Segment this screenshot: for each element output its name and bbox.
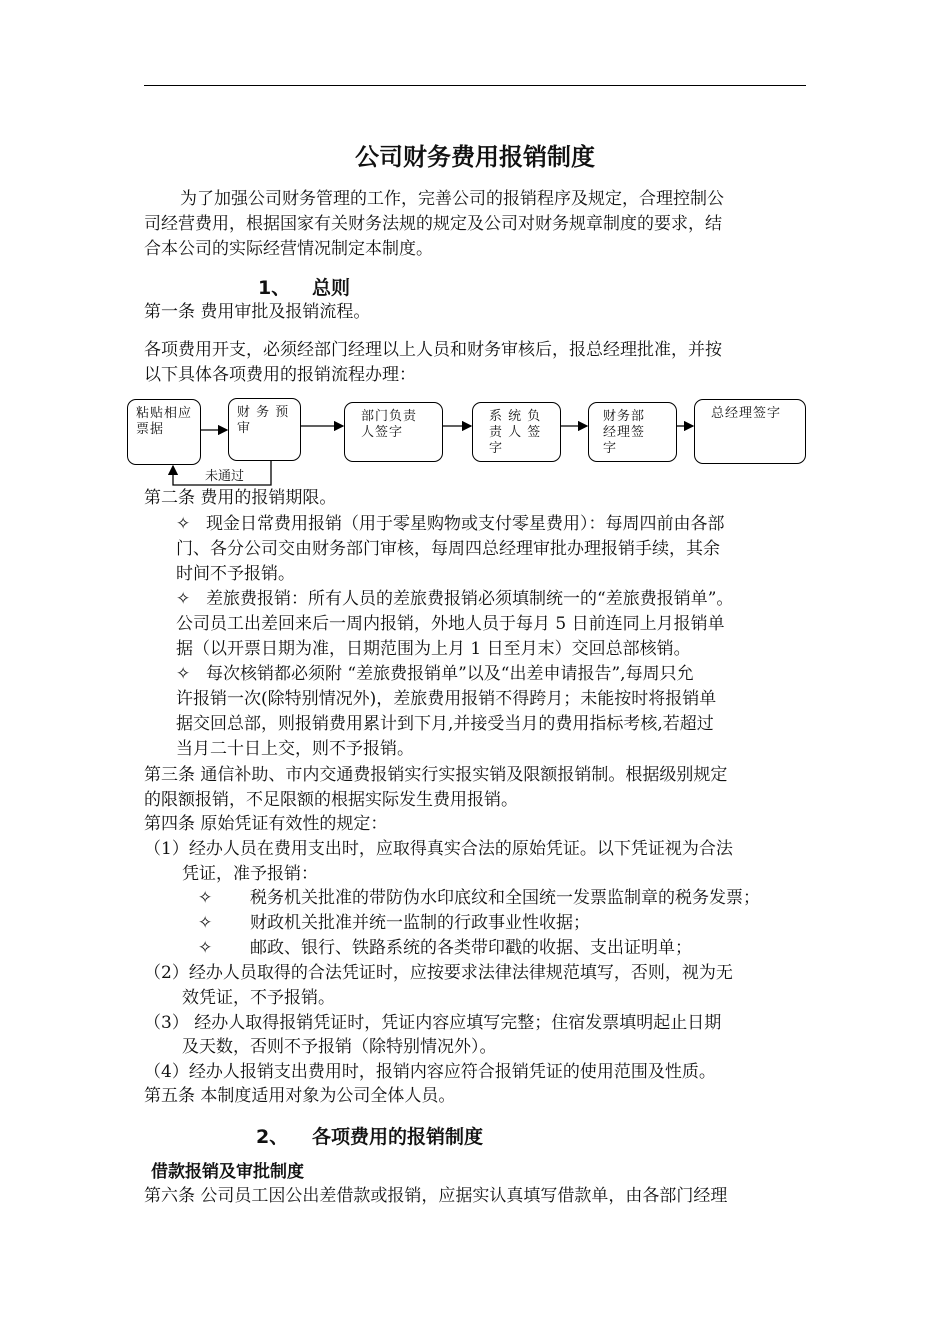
- article-1-body-2: 以下具体各项费用的报销流程办理：: [144, 365, 416, 385]
- art2-item3-line3: 据交回总部，则报销费用累计到下月,并接受当月的费用指标考核,若超过: [176, 714, 714, 734]
- art2-item1-line1: 现金日常费用报销（用于零星购物或支付零星费用）：每周四前由各部: [206, 514, 725, 534]
- flow-step-dept-head-sign: 部门负责人签字: [344, 402, 443, 462]
- art2-item1-line2: 门、各分公司交由财务部门审核，每周四总经理审批办理报销手续，其余: [176, 539, 720, 559]
- intro-line-3: 合本公司的实际经营情况制定本制度。: [144, 239, 433, 259]
- art4-1-item2: 财政机关批准并统一监制的行政事业性收据；: [250, 913, 590, 933]
- bullet-icon: ✧: [176, 589, 191, 609]
- flow-reject-label: 未通过: [205, 469, 245, 484]
- flow-step-attach-receipts: 粘贴相应票据: [127, 399, 201, 465]
- art2-item3-line2: 许报销一次(除特别情况外)，差旅费用报销不得跨月；未能按时将报销单: [176, 689, 717, 709]
- article-4-3-line2: 及天数，否则不予报销（除特别情况外）。: [182, 1037, 497, 1057]
- section-2-title: 各项费用的报销制度: [312, 1126, 484, 1148]
- article-3-line2: 的限额报销，不足限额的根据实际发生费用报销。: [144, 790, 518, 810]
- bullet-icon: ✧: [198, 938, 213, 958]
- article-1-body-1: 各项费用开支，必须经部门经理以上人员和财务审核后，报总经理批准，并按: [144, 340, 722, 360]
- article-4-2-line1: （2）经办人员取得的合法凭证时，应按要求法律法律规范填写，否则，视为无: [144, 963, 733, 983]
- art4-1-item1: 税务机关批准的带防伪水印底纹和全国统一发票监制章的税务发票；: [250, 888, 760, 908]
- bullet-icon: ✧: [198, 913, 213, 933]
- article-4-2-line2: 效凭证，不予报销。: [182, 988, 335, 1008]
- article-4-3-line1: （3） 经办人取得报销凭证时，凭证内容应填写完整；住宿发票填明起止日期: [144, 1013, 722, 1033]
- article-4: 第四条 原始凭证有效性的规定：: [144, 814, 388, 834]
- art2-item2-line1: 差旅费报销：所有人员的差旅费报销必须填制统一的“差旅费报销单”。: [206, 589, 734, 609]
- art2-item1-line3: 时间不予报销。: [176, 564, 295, 584]
- article-1: 第一条 费用审批及报销流程。: [144, 302, 371, 322]
- intro-line-1: 为了加强公司财务管理的工作，完善公司的报销程序及规定，合理控制公: [180, 189, 724, 209]
- article-6: 第六条 公司员工因公出差借款或报销，应据实认真填写借款单，由各部门经理: [144, 1186, 728, 1206]
- section-1-number: 1、: [258, 277, 291, 299]
- art2-item2-line3: 据（以开票日期为准，日期范围为上月 1 日至月末）交回总部核销。: [176, 639, 691, 659]
- bullet-icon: ✧: [176, 514, 191, 534]
- flow-step-finance-precheck: 财 务 预 审: [228, 398, 301, 461]
- article-4-1-line1: （1）经办人员在费用支出时，应取得真实合法的原始凭证。以下凭证视为合法: [144, 839, 733, 859]
- bullet-icon: ✧: [198, 888, 213, 908]
- intro-line-2: 司经营费用，根据国家有关财务法规的规定及公司对财务规章制度的要求，结: [144, 214, 722, 234]
- section-2-number: 2、: [256, 1126, 289, 1148]
- art2-item3-line4: 当月二十日上交，则不予报销。: [176, 739, 414, 759]
- article-2: 第二条 费用的报销期限。: [144, 488, 337, 508]
- section-1-title: 总则: [312, 277, 351, 299]
- subsection-loan: 借款报销及审批制度: [151, 1162, 304, 1182]
- flow-step-gm-sign: 总经理签字: [694, 399, 806, 464]
- article-5: 第五条 本制度适用对象为公司全体人员。: [144, 1086, 456, 1106]
- flow-step-finance-manager-sign: 财务部经理签字: [588, 402, 677, 462]
- art2-item3-line1: 每次核销都必须附 “差旅费报销单”以及“出差申请报告”,每周只允: [206, 664, 694, 684]
- flow-step-system-head-sign: 系 统 负 责 人 签 字: [472, 402, 561, 462]
- article-4-4: （4）经办人报销支出费用时，报销内容应符合报销凭证的使用范围及性质。: [144, 1062, 716, 1082]
- bullet-icon: ✧: [176, 664, 191, 684]
- article-3-line1: 第三条 通信补助、市内交通费报销实行实报实销及限额报销制。根据级别规定: [144, 765, 728, 785]
- art2-item2-line2: 公司员工出差回来后一周内报销，外地人员于每月 5 日前连同上月报销单: [176, 614, 725, 634]
- page-title: 公司财务费用报销制度: [355, 143, 595, 171]
- article-4-1-line2: 凭证，准予报销：: [182, 864, 318, 884]
- art4-1-item3: 邮政、银行、铁路系统的各类带印戳的收据、支出证明单；: [250, 938, 692, 958]
